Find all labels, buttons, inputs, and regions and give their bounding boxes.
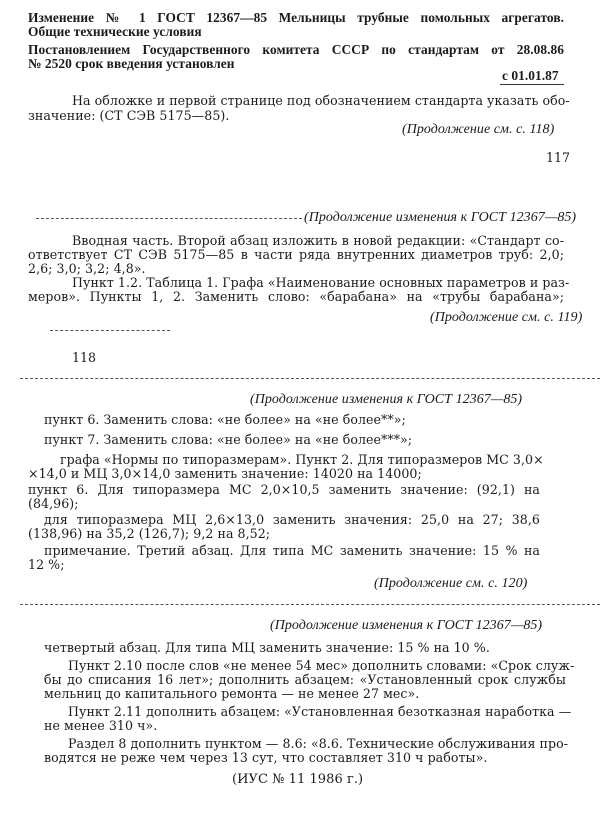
section-header: (Продолжение изменения к ГОСТ 12367—85) (304, 210, 577, 225)
section-header: (Продолжение изменения к ГОСТ 12367—85) (250, 392, 523, 407)
text-line: примечание. Третий абзац. Для типа МС заменить значение: 15 % на (44, 543, 540, 558)
text-line: Раздел 8 дополнить пунктом — 8.6: «8.6. Технические обслуживания про- (68, 736, 569, 751)
text-line: ×14,0 и МЦ 3,0×14,0 заменить значение: 14020 на 14000; (28, 466, 422, 481)
text-line: (84,96); (28, 496, 79, 511)
text-line: четвертый абзац. Для типа МЦ заменить значение: 15 % на 10 %. (44, 640, 490, 655)
decree-number-line: № 2520 срок введения установлен (28, 56, 235, 71)
page-number: 118 (72, 350, 97, 365)
text-line: Пункт 2.10 после слов «не менее 54 мес» дополнить словами: «Срок служ- (68, 658, 575, 673)
text-line: меров». Пункты 1, 2. Заменить слово: «барабана» на «трубы барабана»; (28, 289, 564, 304)
text-line: Пункт 1.2. Таблица 1. Графа «Наименование основных параметров и раз- (72, 275, 570, 290)
text-line: графа «Нормы по типоразмерам». Пункт 2. Для типоразмеров МС 3,0× (60, 452, 544, 467)
page-number: 117 (546, 150, 571, 165)
continuation-note: (Продолжение см. с. 118) (402, 122, 555, 137)
text-line: пункт 6. Для типоразмера МС 2,0×10,5 заменить значение: (92,1) на (28, 482, 540, 497)
continuation-note: (Продолжение см. с. 119) (430, 310, 583, 325)
text-line: бы до списания 16 лет»; дополнить абзацем: «Установленный срок службы (44, 672, 566, 687)
section-header: (Продолжение изменения к ГОСТ 12367—85) (270, 618, 543, 633)
continuation-note: (Продолжение см. с. 120) (374, 576, 528, 591)
date-underline (500, 84, 564, 85)
text-line: 12 %; (28, 557, 65, 572)
publication-footer: (ИУС № 11 1986 г.) (232, 772, 364, 787)
text-line: Пункт 2.11 дополнить абзацем: «Установленная безотказная наработка — (68, 704, 572, 719)
text-line: Вводная часть. Второй абзац изложить в новой редакции: «Стандарт со- (72, 233, 564, 248)
text-line: мельниц до капитального ремонта — не менее 27 мес». (44, 686, 420, 701)
decree-line: Постановлением Государственного комитета СССР по стандартам от 28.08.86 (28, 42, 564, 57)
separator-line (20, 378, 600, 379)
text-line: для типоразмера МЦ 2,6×13,0 заменить значения: 25,0 на 27; 38,6 (44, 512, 540, 527)
paragraph-cover: На обложке и первой странице под обозначением стандарта указать обо- (72, 93, 570, 108)
text-line: водятся не реже чем через 13 сут, что составляет 310 ч работы». (44, 750, 488, 765)
text-line: не менее 310 ч». (44, 718, 158, 733)
text-line: ответствует СТ СЭВ 5175—85 в части ряда внутренних диаметров труб: 2,0; (28, 247, 564, 262)
effective-date: с 01.01.87 (502, 68, 559, 83)
separator-line (36, 218, 302, 219)
text-line: пункт 7. Заменить слова: «не более» на «не более***»; (44, 432, 413, 447)
amendment-subtitle: Общие технические условия (28, 24, 202, 39)
amendment-title: Изменение № 1 ГОСТ 12367—85 Мельницы трубные помольных агрегатов. (28, 10, 564, 25)
separator-line (50, 330, 170, 331)
paragraph-cover-cont: значение: (СТ СЭВ 5175—85). (28, 108, 230, 123)
text-line: 2,6; 3,0; 3,2; 4,8». (28, 261, 146, 276)
text-line: пункт 6. Заменить слова: «не более» на «не более**»; (44, 412, 406, 427)
separator-line (20, 604, 600, 605)
text-line: (138,96) на 35,2 (126,7); 9,2 на 8,52; (28, 526, 271, 541)
